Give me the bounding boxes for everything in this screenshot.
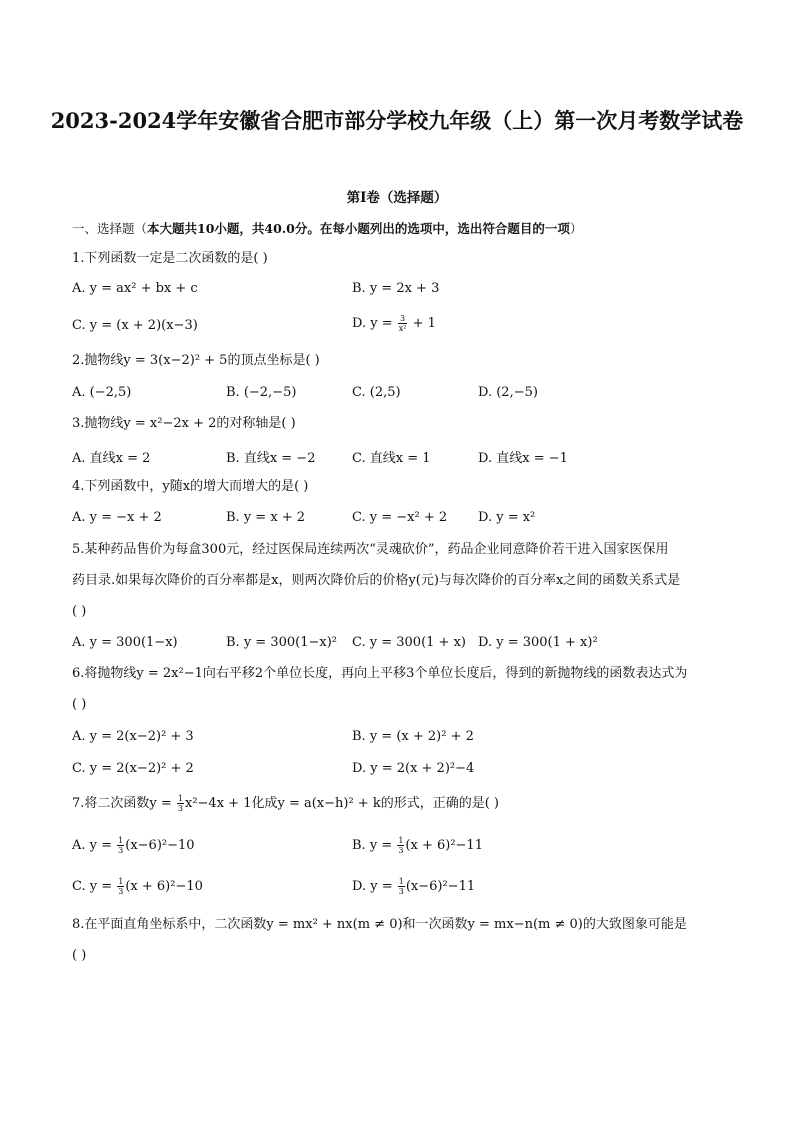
q2-option-b[interactable]: B. (−2,−5)	[226, 385, 297, 400]
q5-option-b[interactable]: B. y = 300(1−x)²	[226, 635, 337, 650]
section-subtitle: 第I卷（选择题）	[346, 190, 448, 206]
q1-option-d[interactable]: D. y = $\frac{3}{\text{x²}}$ + 1	[352, 314, 436, 333]
question-3: 3.抛物线y = x²−2x + 2的对称轴是( )	[72, 416, 296, 431]
question-5: 5.某种药品售价为每盒300元，经过医保局连续两次“灵魂砍价”，药品企业同意降价若干进入国家医保用 药目录.如果每次降价的百分率都是x，则两次降价后的价格y(元)与每次降价的百分率x之间的函数关系式是 ( )	[72, 542, 681, 619]
q1-option-b[interactable]: B. y = 2x + 3	[352, 281, 440, 296]
question-6: 6.将抛物线y = 2x²−1向右平移2个单位长度，再向上平移3个单位长度后，得到的新抛物线的函数表达式为 ( )	[72, 666, 688, 712]
q1-option-c[interactable]: C. y = (x + 2)(x−3)	[72, 318, 198, 333]
q5-option-c[interactable]: C. y = 300(1 + x)	[352, 635, 466, 650]
q6-option-a[interactable]: A. y = 2(x−2)² + 3	[72, 729, 194, 744]
question-2: 2.抛物线y = 3(x−2)² + 5的顶点坐标是( )	[72, 353, 320, 368]
q6-option-b[interactable]: B. y = (x + 2)² + 2	[352, 729, 474, 744]
q4-option-a[interactable]: A. y = −x + 2	[72, 510, 162, 525]
q7-option-b[interactable]: B. y = $\frac{1}{3}$ (x + 6)²−11	[352, 836, 483, 855]
question-7: 7.将二次函数y = $\frac{1}{3}$ x²−4x + 1化成y = a(x−h)² + k的形式，正确的是( )	[72, 794, 499, 813]
q3-option-a[interactable]: A. 直线x = 2	[72, 451, 151, 466]
q6-option-d[interactable]: D. y = 2(x + 2)²−4	[352, 761, 475, 776]
q5-option-d[interactable]: D. y = 300(1 + x)²	[478, 635, 598, 650]
q1-option-a[interactable]: A. y = ax² + bx + c	[72, 281, 198, 296]
q4-option-c[interactable]: C. y = −x² + 2	[352, 510, 448, 525]
page-title: 2023-2024学年安徽省合肥市部分学校九年级（上）第一次月考数学试卷	[50, 108, 744, 133]
q6-option-c[interactable]: C. y = 2(x−2)² + 2	[72, 761, 194, 776]
q3-option-d[interactable]: D. 直线x = −1	[478, 451, 568, 466]
fraction: $\frac{3}{\text{x²}}$	[398, 314, 407, 333]
q5-option-a[interactable]: A. y = 300(1−x)	[72, 635, 178, 650]
fraction: $\frac{1}{3}$	[177, 794, 183, 813]
q2-option-c[interactable]: C. (2,5)	[352, 385, 401, 400]
q3-option-b[interactable]: B. 直线x = −2	[226, 451, 316, 466]
section-heading: 一、选择题（本大题共10小题，共40.0分。在每小题列出的选项中，选出符合题目的一项）	[72, 221, 583, 236]
q4-option-d[interactable]: D. y = x²	[478, 510, 536, 525]
q3-option-c[interactable]: C. 直线x = 1	[352, 451, 431, 466]
q2-option-d[interactable]: D. (2,−5)	[478, 385, 538, 400]
q7-option-c[interactable]: C. y = $\frac{1}{3}$ (x + 6)²−10	[72, 877, 203, 896]
question-1: 1.下列函数一定是二次函数的是( )	[72, 251, 268, 266]
q7-option-d[interactable]: D. y = $\frac{1}{3}$ (x−6)²−11	[352, 877, 476, 896]
question-4: 4.下列函数中，y随x的增大而增大的是( )	[72, 479, 309, 494]
q7-option-a[interactable]: A. y = $\frac{1}{3}$ (x−6)²−10	[72, 836, 195, 855]
q2-option-a[interactable]: A. (−2,5)	[72, 385, 132, 400]
q4-option-b[interactable]: B. y = x + 2	[226, 510, 306, 525]
question-8: 8.在平面直角坐标系中，二次函数y = mx² + nx(m ≠ 0)和一次函数y = mx−n(m ≠ 0)的大致图象可能是 ( )	[72, 917, 687, 963]
